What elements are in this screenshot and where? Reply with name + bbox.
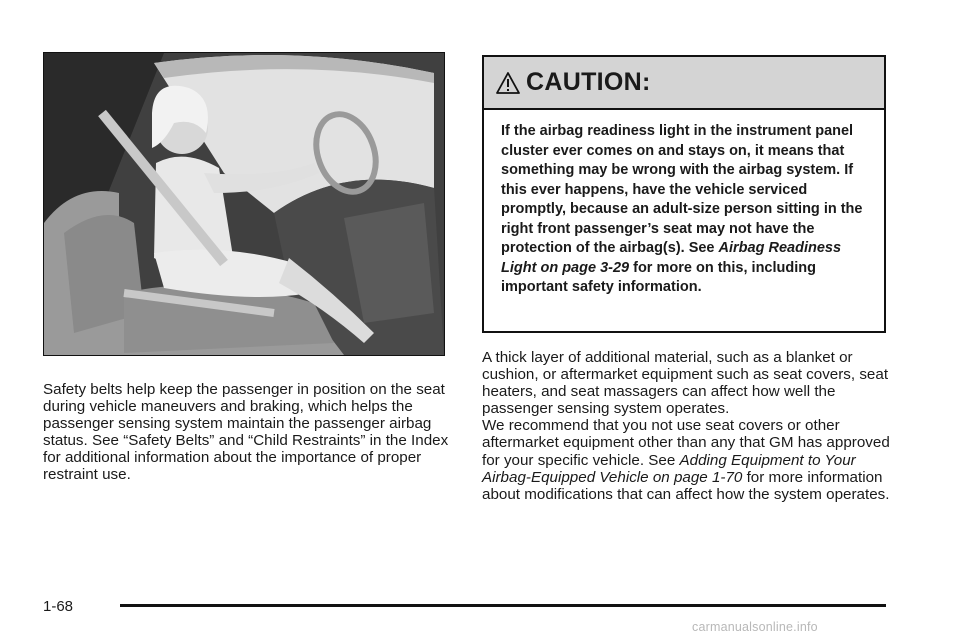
aftermarket-text-start: We recommend that you not use seat covers or other aftermarket equipment other than any that GM has approved for your specific vehicle. See xyxy=(482,417,890,469)
right-column-text xyxy=(482,349,892,503)
watermark: carmanualsonline.info xyxy=(692,620,818,634)
aftermarket-equipment-paragraph xyxy=(482,417,892,502)
additional-material-paragraph: A thick layer of additional material, such as a blanket or cushion, or aftermarket equipment such as seat covers, seat heaters, and seat massagers can affect how well the passenger sensing system operates. xyxy=(482,349,889,418)
aftermarket-text-end: for more information about modifications that can affect how the system operates. xyxy=(482,468,890,503)
passenger-safety-paragraph: Safety belts help keep the passenger in position on the seat during vehicle maneuvers and braking, which helps the passenger sensing system maintain the passenger airbag status. See “Safety Belts” and “Child Restraints” in the Index for additional information about the importance of proper restraint use. xyxy=(43,381,449,484)
caution-text-start: If the airbag readiness light in the instrument panel cluster ever comes on and stays on, it means that something may be wrong with the airbag system. If this ever happens, have the vehicle serviced promptly, because an adult-size person sitting in the right front passenger’s seat may not have the protection of the airbag(s). See xyxy=(501,123,863,256)
caution-box xyxy=(482,55,886,333)
caution-text-end: for more on this, including important safety information. xyxy=(501,259,816,295)
airbag-readiness-light-reference[interactable]: Airbag Readiness Light on page 3-29 xyxy=(501,240,842,276)
passenger-seat-illustration xyxy=(43,52,445,356)
caution-title: CAUTION: xyxy=(526,68,651,96)
warning-triangle-icon xyxy=(496,71,520,95)
caution-header xyxy=(484,57,884,110)
footer-rule xyxy=(120,604,886,607)
adding-equipment-reference[interactable]: Adding Equipment to Your Airbag-Equipped Vehicle on page 1-70 xyxy=(482,451,856,486)
caution-text xyxy=(484,110,884,298)
page-number: 1-68 xyxy=(43,598,74,615)
